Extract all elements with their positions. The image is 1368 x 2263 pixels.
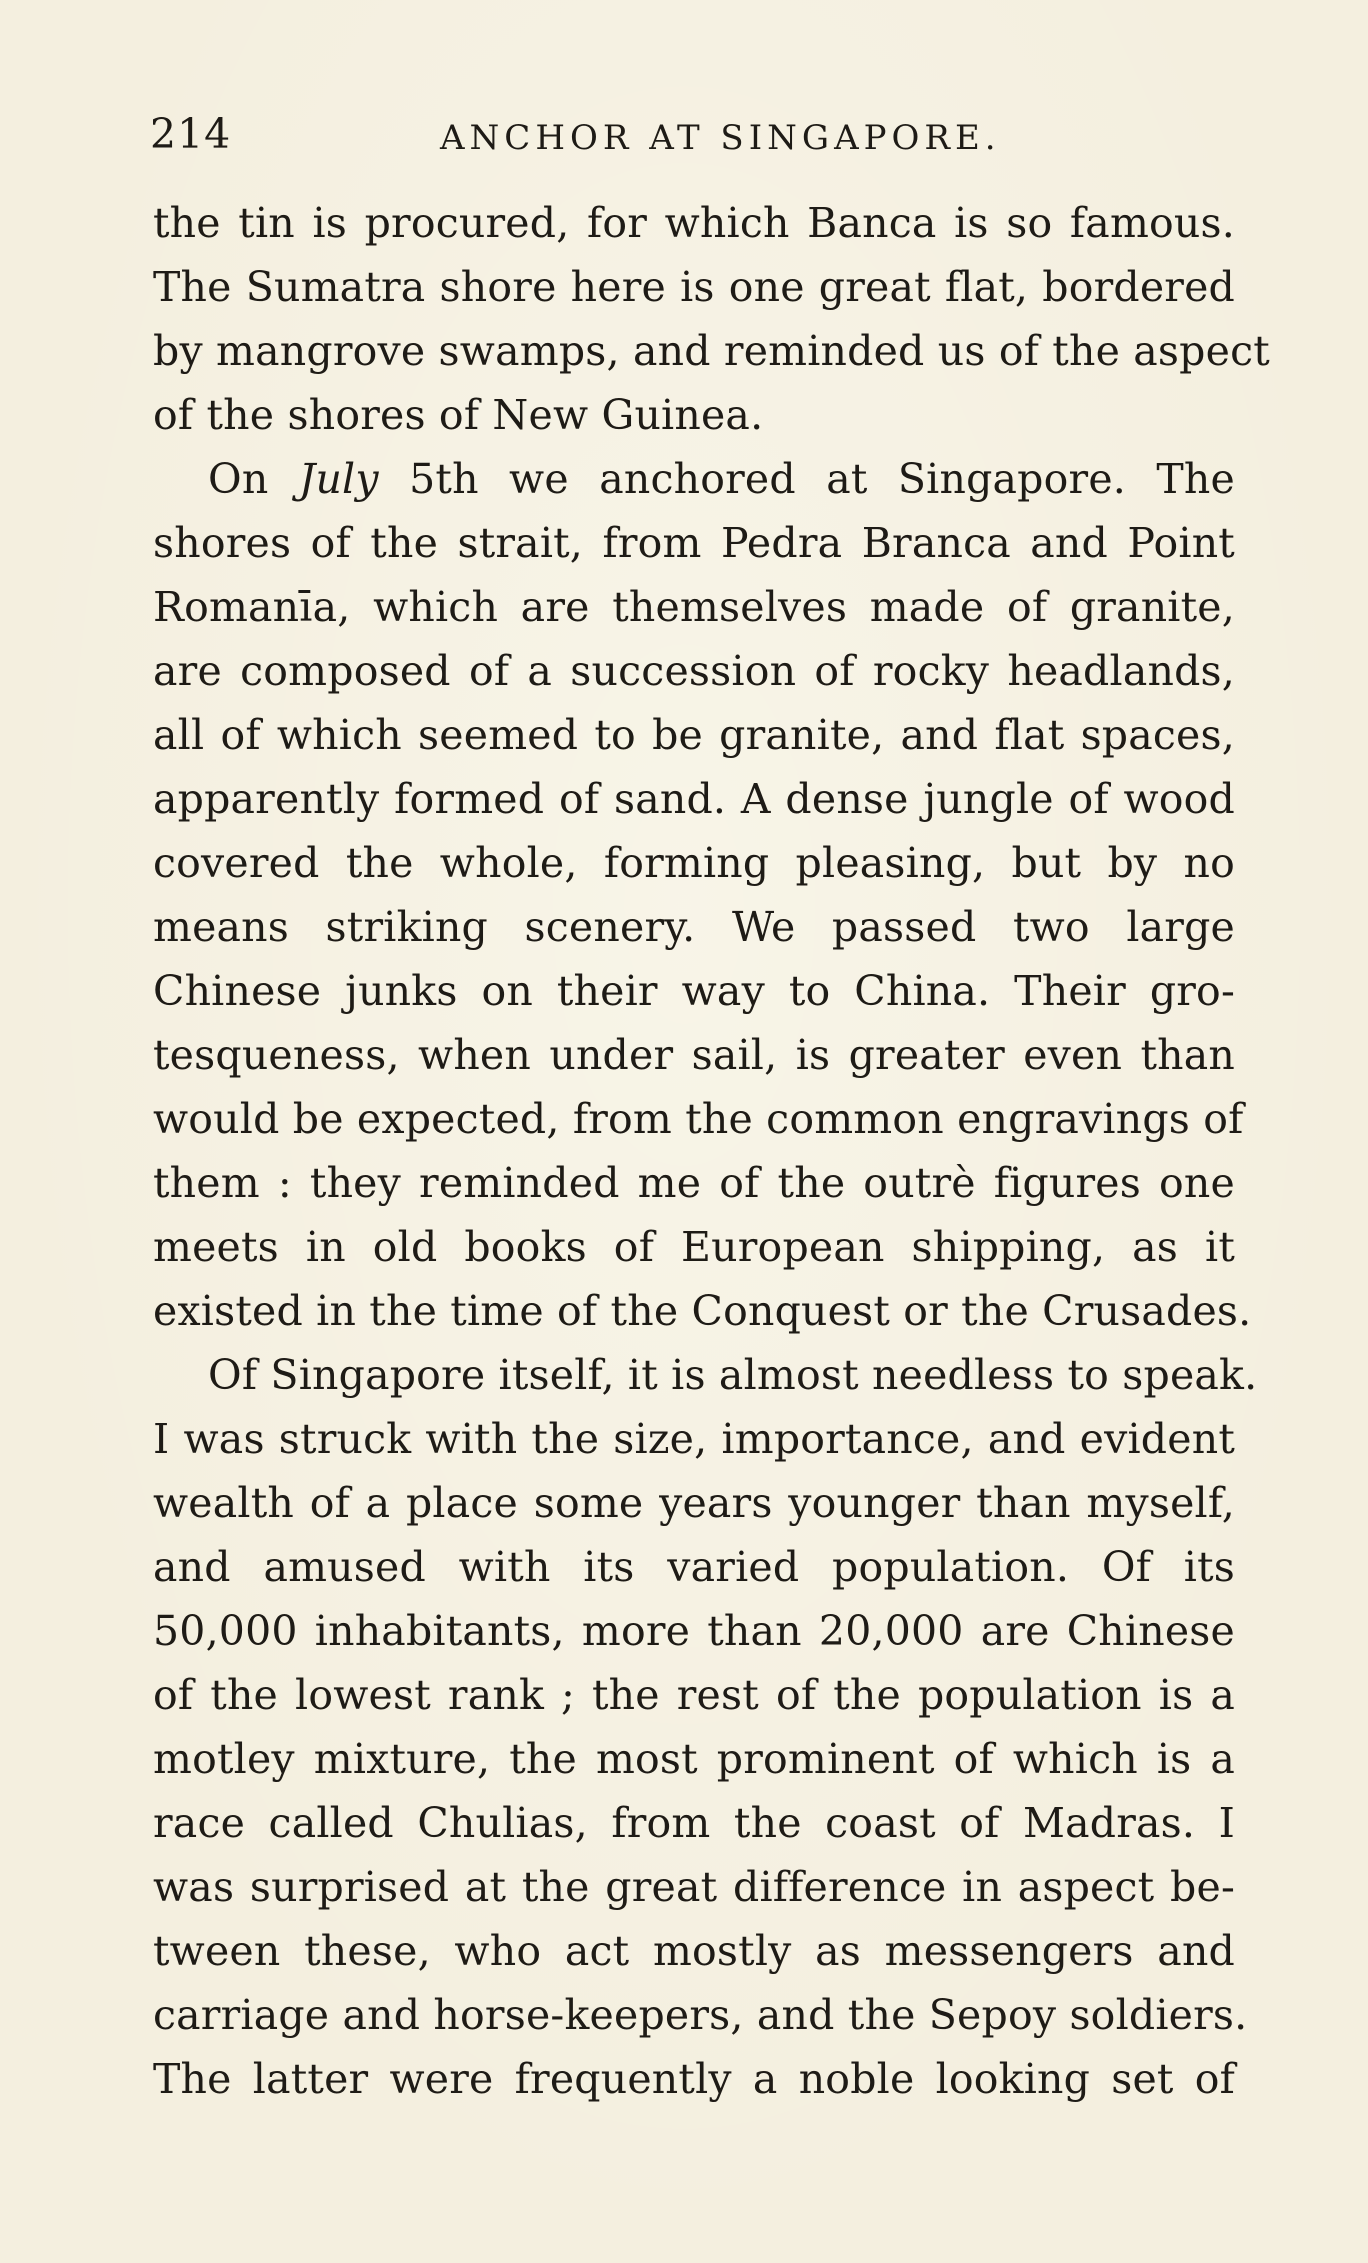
text-line-17: meets in old books of European shipping, as it (153, 1223, 1235, 1271)
text-line-21: wealth of a place some years younger than myself, (153, 1479, 1235, 1527)
text-line-27: was surprised at the great difference in aspect be- (153, 1863, 1235, 1911)
text-line-16: them : they reminded me of the outrè figures one (153, 1159, 1235, 1207)
text-line-13: Chinese junks on their way to China. Their gro- (153, 967, 1235, 1015)
text-line-5-start: On (208, 455, 299, 503)
text-line-8: are composed of a succession of rocky headlands, (153, 647, 1235, 695)
text-line-11: covered the whole, forming pleasing, but by no (153, 839, 1235, 887)
text-line-24: of the lowest rank ; the rest of the population is a (153, 1671, 1235, 1719)
text-line-23: 50,000 inhabitants, more than 20,000 are Chinese (153, 1607, 1235, 1655)
text-line-9: all of which seemed to be granite, and flat spaces, (153, 711, 1235, 759)
italic-july: July (298, 455, 379, 503)
running-head: ANCHOR AT SINGAPORE. (440, 118, 1001, 158)
text-line-15: would be expected, from the common engravings of (153, 1095, 1244, 1143)
body-text (153, 191, 1270, 2111)
text-line-26: race called Chulias, from the coast of Madras. I (153, 1799, 1235, 1847)
text-line-2: The Sumatra shore here is one great flat, bordered (153, 263, 1235, 311)
text-line-4: of the shores of New Guinea. (153, 391, 764, 439)
text-line-25: motley mixture, the most prominent of which is a (153, 1735, 1235, 1783)
text-line-3: by mangrove swamps, and reminded us of the aspect (153, 327, 1270, 375)
page-number: 214 (150, 110, 232, 158)
text-line-12: means striking scenery. We passed two large (153, 903, 1235, 951)
text-line-30: The latter were frequently a noble looking set of (153, 2055, 1235, 2103)
text-line-1: the tin is procured, for which Banca is so famous. (153, 199, 1235, 247)
text-line-14: tesqueness, when under sail, is greater even than (153, 1031, 1235, 1079)
text-line-20: I was struck with the size, importance, and evident (153, 1415, 1235, 1463)
text-line-10: apparently formed of sand. A dense jungle of wood (153, 775, 1235, 823)
text-line-18: existed in the time of the Conquest or the Crusades. (153, 1287, 1252, 1335)
text-line-6: shores of the strait, from Pedra Branca and Point (153, 519, 1235, 567)
text-line-7: Romanīa, which are themselves made of granite, (153, 583, 1235, 631)
text-line-28: tween these, who act mostly as messengers and (153, 1927, 1235, 1975)
text-line-19: Of Singapore itself, it is almost needless to speak. (208, 1351, 1258, 1399)
page-header (150, 104, 1254, 164)
text-line-29: carriage and horse-keepers, and the Sepoy soldiers. (153, 1991, 1248, 2039)
text-line-22: and amused with its varied population. Of its (153, 1543, 1235, 1591)
text-line-5 (153, 447, 1235, 511)
text-line-5-end: 5th we anchored at Singapore. The (378, 455, 1236, 503)
